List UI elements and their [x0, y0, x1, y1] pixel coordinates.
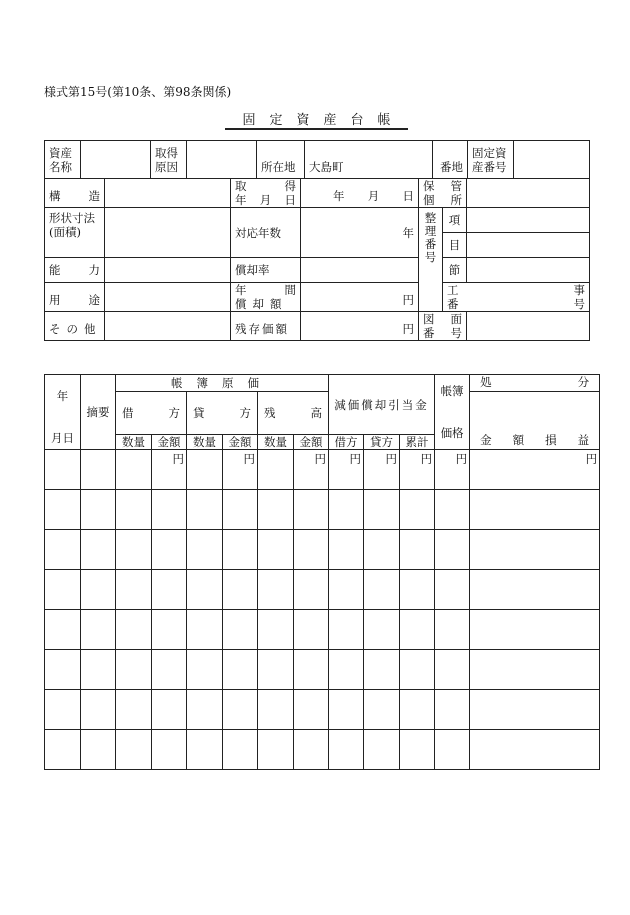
depreciation-rate-label: 償却率 — [231, 258, 301, 283]
asset-name-label: 資産 名称 — [45, 141, 81, 179]
ledger-cell[interactable] — [400, 450, 435, 490]
storage-location-field[interactable] — [467, 179, 590, 208]
ledger-cell[interactable] — [400, 690, 435, 730]
ledger-cell[interactable] — [45, 610, 81, 650]
ledger-cell[interactable] — [470, 450, 600, 490]
annual-depreciation-field[interactable]: 円 — [301, 283, 419, 312]
ledger-cell[interactable] — [258, 570, 294, 610]
ledger-row — [45, 650, 600, 690]
ledger-cell[interactable] — [364, 610, 400, 650]
use-label: 用 途 — [45, 283, 105, 312]
ledger-cell[interactable] — [152, 610, 187, 650]
ledger-cell[interactable] — [435, 730, 470, 770]
ledger-table — [44, 374, 600, 770]
ledger-cell[interactable] — [329, 690, 364, 730]
depreciation-rate-field[interactable] — [301, 258, 419, 283]
ledger-cell[interactable] — [364, 490, 400, 530]
ledger-cell[interactable] — [223, 730, 258, 770]
ledger-cell[interactable] — [470, 490, 600, 530]
ledger-cell[interactable] — [81, 530, 116, 570]
dep-credit-header: 貸方 — [364, 435, 400, 450]
ledger-cell[interactable] — [294, 650, 329, 690]
ledger-cell[interactable] — [364, 530, 400, 570]
ledger-cell[interactable] — [294, 450, 329, 490]
ledger-row — [45, 690, 600, 730]
ledger-cell[interactable] — [45, 570, 81, 610]
location-field[interactable]: 大島町 — [305, 141, 433, 179]
ledger-cell[interactable] — [470, 730, 600, 770]
depreciation-allowance-header: 減価償却引当金 — [329, 375, 435, 435]
ledger-cell[interactable] — [364, 730, 400, 770]
item-kou-field[interactable] — [467, 208, 590, 233]
ledger-cell[interactable] — [470, 650, 600, 690]
ledger-cell[interactable] — [187, 610, 223, 650]
ledger-cell[interactable] — [435, 530, 470, 570]
ledger-cell[interactable] — [187, 570, 223, 610]
ledger-cell[interactable] — [81, 690, 116, 730]
yen-unit-label: 円 — [385, 452, 398, 466]
ledger-row — [45, 610, 600, 650]
ledger-cell[interactable] — [152, 450, 187, 490]
ledger-cell[interactable] — [329, 530, 364, 570]
ledger-cell[interactable] — [258, 450, 294, 490]
ledger-cell[interactable] — [116, 650, 152, 690]
ledger-cell[interactable] — [294, 610, 329, 650]
ledger-cell[interactable] — [294, 690, 329, 730]
capacity-label: 能 力 — [45, 258, 105, 283]
ledger-cell[interactable] — [329, 450, 364, 490]
ledger-cell[interactable] — [116, 570, 152, 610]
yen-unit-label: 円 — [585, 452, 598, 466]
lot-number-label: 番地 — [433, 141, 468, 179]
ledger-cell[interactable] — [223, 490, 258, 530]
credit-header: 貸 方 — [187, 392, 258, 435]
ledger-cell[interactable] — [294, 490, 329, 530]
ledger-cell[interactable] — [152, 530, 187, 570]
ledger-cell[interactable] — [364, 650, 400, 690]
structure-label: 構 造 — [45, 179, 105, 208]
ledger-cell[interactable] — [152, 650, 187, 690]
drawing-number-label: 図 面 番 号 — [419, 312, 467, 341]
ledger-cell[interactable] — [152, 690, 187, 730]
use-field[interactable] — [105, 283, 231, 312]
item-moku-field[interactable] — [467, 233, 590, 258]
ledger-date-header: 年 月日 — [45, 375, 81, 450]
useful-life-field[interactable]: 年 — [301, 208, 419, 258]
item-moku-label: 目 — [443, 233, 467, 258]
ledger-cell[interactable] — [435, 490, 470, 530]
ledger-cell[interactable] — [116, 490, 152, 530]
ledger-cell[interactable] — [223, 570, 258, 610]
ledger-cell[interactable] — [400, 650, 435, 690]
ledger-cell[interactable] — [187, 450, 223, 490]
ledger-cell[interactable] — [116, 730, 152, 770]
ledger-cell[interactable] — [223, 650, 258, 690]
acquisition-cause-label: 取得 原因 — [151, 141, 187, 179]
debit-amount-header: 金額 — [152, 435, 187, 450]
ledger-cell[interactable] — [258, 730, 294, 770]
annual-depreciation-label: 年 間 償却額 — [231, 283, 301, 312]
ledger-cell[interactable] — [400, 530, 435, 570]
acquisition-date-field[interactable]: 年 月 日 — [301, 179, 419, 208]
ledger-cell[interactable] — [187, 650, 223, 690]
yen-unit-label: 円 — [420, 452, 433, 466]
ledger-cell[interactable] — [329, 570, 364, 610]
other-field[interactable] — [105, 312, 231, 341]
ledger-row — [45, 730, 600, 770]
asset-number-label: 固定資 産番号 — [468, 141, 514, 179]
item-kou-label: 項 — [443, 208, 467, 233]
ledger-cell[interactable] — [116, 530, 152, 570]
ledger-row — [45, 490, 600, 530]
ledger-cell[interactable] — [81, 490, 116, 530]
ledger-cell[interactable] — [435, 570, 470, 610]
ledger-cell[interactable] — [223, 450, 258, 490]
credit-qty-header: 数量 — [187, 435, 223, 450]
management-number-label: 整理番号 — [419, 208, 443, 312]
ledger-cell[interactable] — [81, 610, 116, 650]
ledger-cell[interactable] — [258, 530, 294, 570]
ledger-summary-header: 摘要 — [81, 375, 116, 450]
book-cost-header: 帳簿原価 — [116, 375, 329, 392]
credit-amount-header: 金額 — [223, 435, 258, 450]
ledger-cell[interactable] — [45, 730, 81, 770]
dep-debit-header: 借方 — [329, 435, 364, 450]
asset-attributes-table — [44, 178, 590, 341]
book-value-header: 帳簿 価格 — [435, 375, 470, 450]
residual-value-field[interactable]: 円 — [301, 312, 419, 341]
ledger-cell[interactable] — [81, 730, 116, 770]
ledger-cell[interactable] — [400, 730, 435, 770]
yen-unit-label: 円 — [455, 452, 468, 466]
form-number-label: 様式第15号(第10条、第98条関係) — [44, 85, 232, 99]
acquisition-cause-field[interactable] — [187, 141, 257, 179]
storage-location-label: 保 管 個 所 — [419, 179, 467, 208]
ledger-cell[interactable] — [223, 610, 258, 650]
yen-unit-label: 円 — [314, 452, 327, 466]
item-setsu-label: 節 — [443, 258, 467, 283]
gain-loss-header: 金 額 損 益 — [470, 392, 600, 450]
shape-size-label: 形状寸法 (面積) — [45, 208, 105, 258]
ledger-cell[interactable] — [294, 570, 329, 610]
yen-unit-label: 円 — [349, 452, 362, 466]
other-label: その他 — [45, 312, 105, 341]
item-setsu-field[interactable] — [467, 258, 590, 283]
ledger-cell[interactable] — [187, 530, 223, 570]
ledger-cell[interactable] — [435, 650, 470, 690]
drawing-number-field[interactable] — [467, 312, 590, 341]
asset-number-field[interactable] — [514, 141, 590, 179]
ledger-cell[interactable] — [223, 530, 258, 570]
balance-qty-header: 数量 — [258, 435, 294, 450]
acquisition-date-label: 取 得 年 月 日 — [231, 179, 301, 208]
ledger-cell[interactable] — [470, 690, 600, 730]
ledger-cell[interactable] — [258, 610, 294, 650]
yen-unit-label: 円 — [243, 452, 255, 466]
ledger-cell[interactable] — [45, 490, 81, 530]
ledger-cell[interactable] — [258, 650, 294, 690]
yen-unit-label: 円 — [172, 452, 184, 466]
ledger-cell[interactable] — [152, 570, 187, 610]
title-underline — [225, 128, 408, 130]
ledger-row — [45, 530, 600, 570]
ledger-cell[interactable] — [294, 730, 329, 770]
ledger-cell[interactable] — [364, 690, 400, 730]
ledger-cell[interactable] — [470, 610, 600, 650]
ledger-cell[interactable] — [470, 530, 600, 570]
work-number-label: 工 事 番 号 — [443, 283, 590, 312]
ledger-cell[interactable] — [329, 730, 364, 770]
ledger-cell[interactable] — [364, 450, 400, 490]
ledger-cell[interactable] — [329, 610, 364, 650]
ledger-cell[interactable] — [294, 530, 329, 570]
residual-value-label: 残存価額 — [231, 312, 301, 341]
ledger-cell[interactable] — [81, 450, 116, 490]
ledger-cell[interactable] — [435, 610, 470, 650]
capacity-field[interactable] — [105, 258, 231, 283]
structure-field[interactable] — [105, 179, 231, 208]
location-label: 所在地 — [257, 141, 305, 179]
ledger-cell[interactable] — [45, 650, 81, 690]
ledger-cell[interactable] — [152, 490, 187, 530]
asset-header-table — [44, 140, 590, 179]
ledger-cell[interactable] — [435, 450, 470, 490]
ledger-row — [45, 450, 600, 490]
ledger-cell[interactable] — [45, 690, 81, 730]
ledger-cell[interactable] — [435, 690, 470, 730]
ledger-cell[interactable] — [329, 490, 364, 530]
ledger-cell[interactable] — [116, 610, 152, 650]
ledger-cell[interactable] — [152, 730, 187, 770]
ledger-cell[interactable] — [187, 690, 223, 730]
ledger-cell[interactable] — [400, 490, 435, 530]
ledger-cell[interactable] — [45, 530, 81, 570]
balance-header: 残 高 — [258, 392, 329, 435]
ledger-cell[interactable] — [329, 650, 364, 690]
ledger-cell[interactable] — [364, 570, 400, 610]
ledger-cell[interactable] — [187, 490, 223, 530]
ledger-cell[interactable] — [400, 570, 435, 610]
asset-name-field[interactable] — [81, 141, 151, 179]
ledger-row — [45, 570, 600, 610]
balance-amount-header: 金額 — [294, 435, 329, 450]
debit-qty-header: 数量 — [116, 435, 152, 450]
ledger-cell[interactable] — [81, 650, 116, 690]
dep-total-header: 累計 — [400, 435, 435, 450]
debit-header: 借 方 — [116, 392, 187, 435]
ledger-cell[interactable] — [400, 610, 435, 650]
ledger-cell[interactable] — [116, 450, 152, 490]
ledger-cell[interactable] — [45, 450, 81, 490]
ledger-cell[interactable] — [187, 730, 223, 770]
disposal-header: 処 分 — [470, 375, 600, 392]
ledger-cell[interactable] — [116, 690, 152, 730]
ledger-cell[interactable] — [470, 570, 600, 610]
ledger-cell[interactable] — [223, 690, 258, 730]
ledger-cell[interactable] — [258, 490, 294, 530]
useful-life-label: 対応年数 — [231, 208, 301, 258]
ledger-cell[interactable] — [81, 570, 116, 610]
ledger-cell[interactable] — [258, 690, 294, 730]
page-title: 固定資産台帳 — [242, 113, 405, 128]
shape-size-field[interactable] — [105, 208, 231, 258]
